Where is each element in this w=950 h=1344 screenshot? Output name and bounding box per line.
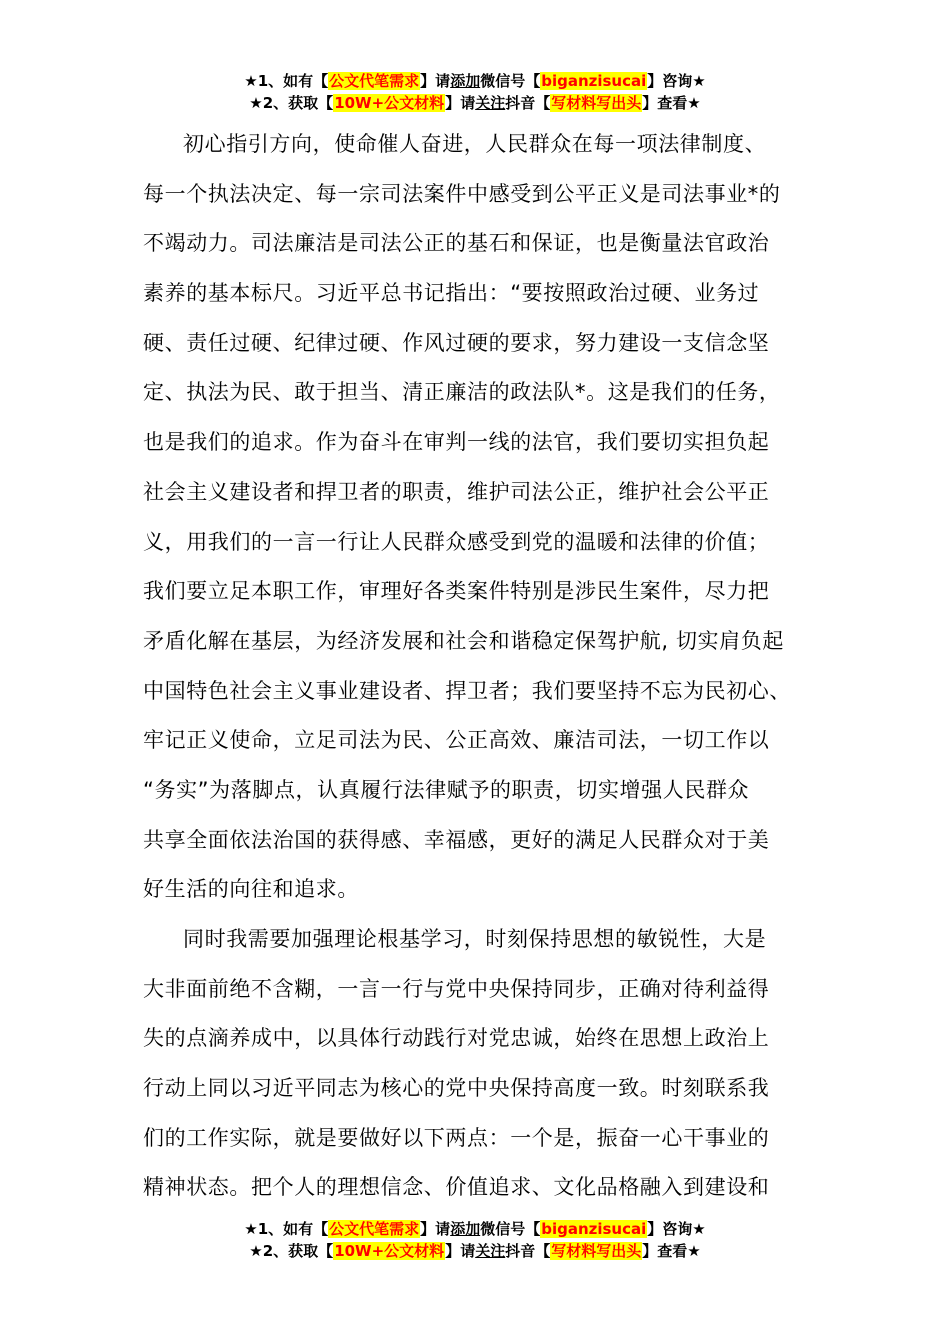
banner-text: 抖音【 bbox=[505, 94, 551, 112]
text-line: “务实”为落脚点，认真履行法律赋予的职责，切实增强人民群众 bbox=[143, 777, 750, 802]
text-line: 素养的基本标尺。习近平总书记指出：“要按照政治过硬、业务过 bbox=[143, 281, 760, 306]
banner-text: 】咨询★ bbox=[647, 1220, 706, 1238]
underlined-follow: 关注 bbox=[475, 94, 506, 112]
banner-text: ★1、如有【 bbox=[244, 1220, 329, 1238]
banner-text: ★2、获取【 bbox=[249, 94, 334, 112]
underlined-follow: 关注 bbox=[475, 1242, 506, 1260]
banner-text: 抖音【 bbox=[505, 1242, 551, 1260]
banner-text: 】请 bbox=[445, 94, 476, 112]
banner-text: 】查看★ bbox=[642, 1242, 701, 1260]
text-line: 精神状态。把个人的理想信念、价值追求、文化品格融入到建设和 bbox=[143, 1175, 770, 1200]
text-line: 不竭动力。司法廉洁是司法公正的基石和保证，也是衡量法官政治 bbox=[143, 231, 770, 256]
document-body bbox=[143, 120, 815, 1213]
banner-line-2 bbox=[0, 92, 950, 114]
banner-text: 】请 bbox=[445, 1242, 476, 1260]
text-line: 同时我需要加强理论根基学习，时刻保持思想的敏锐性，大是 bbox=[183, 927, 767, 951]
highlight-materials: 10W+公文材料 bbox=[334, 94, 445, 112]
banner-text: 】咨询★ bbox=[647, 72, 706, 90]
text-line: 失的点滴养成中，以具体行动践行对党忠诚，始终在思想上政治上 bbox=[143, 1026, 770, 1051]
text-line: 大非面前绝不含糊，一言一行与党中央保持同步，正确对待利益得 bbox=[143, 976, 770, 1001]
text-line: 初心指引方向，使命催人奋进，人民群众在每一项法律制度、 bbox=[183, 132, 767, 156]
banner-text: 】请 bbox=[420, 72, 451, 90]
highlight-materials: 10W+公文材料 bbox=[334, 1242, 445, 1260]
underlined-add: 添加 bbox=[450, 72, 481, 90]
highlight-wechat-id: biganzisucai bbox=[541, 1220, 647, 1238]
text-line: 矛盾化解在基层，为经济发展和社会和谐稳定保驾护航, 切实肩负起 bbox=[143, 628, 784, 653]
text-line: 社会主义建设者和捍卫者的职责，维护司法公正，维护社会公平正 bbox=[143, 479, 770, 504]
text-line: 中国特色社会主义事业建设者、捍卫者；我们要坚持不忘为民初心、 bbox=[143, 678, 791, 703]
banner-text: 】查看★ bbox=[642, 94, 701, 112]
text-line: 好生活的向往和追求。 bbox=[143, 877, 359, 902]
text-line: 牢记正义使命，立足司法为民、公正高效、廉洁司法，一切工作以 bbox=[143, 728, 770, 753]
text-line: 们的工作实际，就是要做好以下两点：一个是，振奋一心干事业的 bbox=[143, 1125, 770, 1150]
text-line: 义，用我们的一言一行让人民群众感受到党的温暖和法律的价值； bbox=[143, 529, 770, 554]
text-line: 共享全面依法治国的获得感、幸福感，更好的满足人民群众对于美 bbox=[143, 827, 770, 852]
highlight-douyin-account: 写材料写出头 bbox=[551, 1242, 642, 1260]
highlight-ghostwriting: 公文代笔需求 bbox=[329, 1220, 420, 1238]
banner-text: 微信号【 bbox=[480, 1220, 541, 1238]
footer-banner bbox=[0, 1218, 950, 1262]
highlight-douyin-account: 写材料写出头 bbox=[551, 94, 642, 112]
banner-line-2 bbox=[0, 1240, 950, 1262]
text-line: 硬、责任过硬、纪律过硬、作风过硬的要求，努力建设一支信念坚 bbox=[143, 330, 770, 355]
underlined-add: 添加 bbox=[450, 1220, 481, 1238]
banner-text: ★1、如有【 bbox=[244, 72, 329, 90]
header-banner bbox=[0, 70, 950, 114]
text-line: 定、执法为民、敢于担当、清正廉洁的政法队*。这是我们的任务， bbox=[143, 380, 781, 405]
text-line: 每一个执法决定、每一宗司法案件中感受到公平正义是司法事业*的 bbox=[143, 181, 781, 206]
banner-text: ★2、获取【 bbox=[249, 1242, 334, 1260]
highlight-wechat-id: biganzisucai bbox=[541, 72, 647, 90]
highlight-ghostwriting: 公文代笔需求 bbox=[329, 72, 420, 90]
text-line: 行动上同以习近平同志为核心的党中央保持高度一致。时刻联系我 bbox=[143, 1076, 770, 1101]
paragraph-2 bbox=[143, 915, 815, 1213]
banner-line-1 bbox=[0, 1218, 950, 1240]
banner-text: 】请 bbox=[420, 1220, 451, 1238]
banner-text: 微信号【 bbox=[480, 72, 541, 90]
text-line: 我们要立足本职工作，审理好各类案件特别是涉民生案件，尽力把 bbox=[143, 579, 770, 604]
paragraph-1 bbox=[143, 120, 815, 915]
text-line: 也是我们的追求。作为奋斗在审判一线的法官，我们要切实担负起 bbox=[143, 430, 770, 455]
banner-line-1 bbox=[0, 70, 950, 92]
